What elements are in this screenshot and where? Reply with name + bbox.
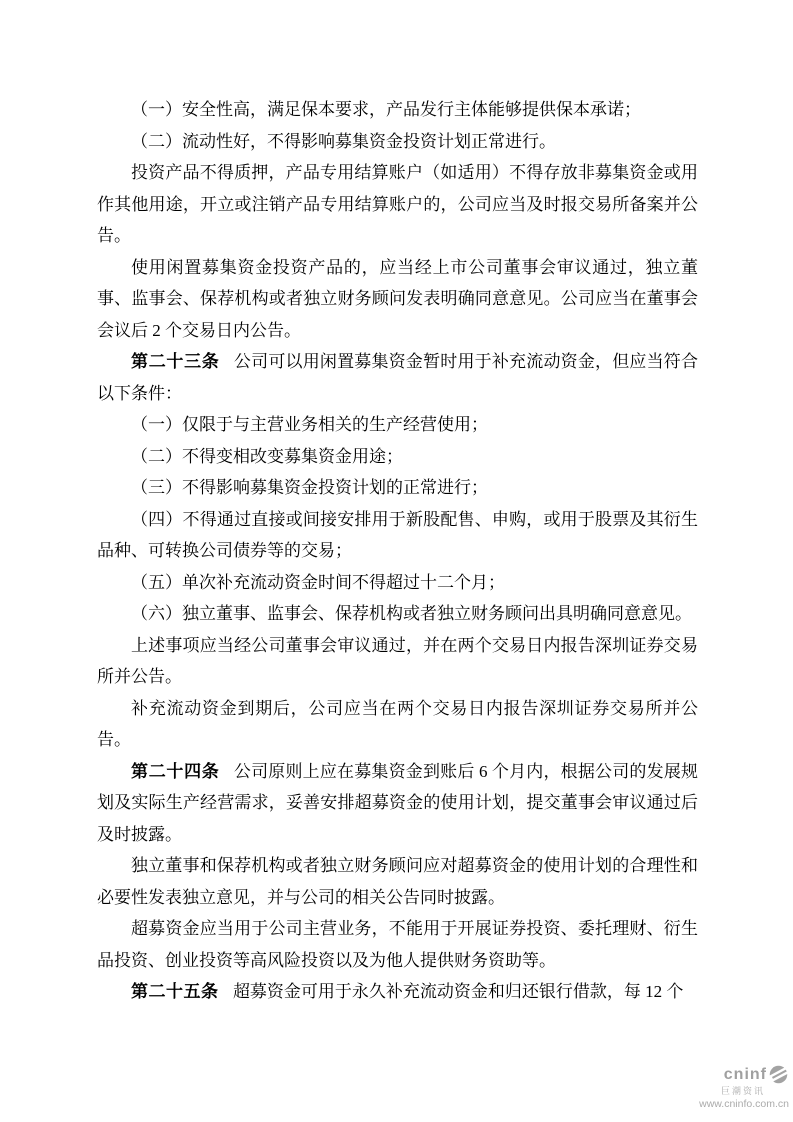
paragraph: （五）单次补充流动资金时间不得超过十二个月； <box>131 572 505 592</box>
paragraph: （一）仅限于与主营业务相关的生产经营使用； <box>131 415 488 434</box>
document-body <box>97 94 698 1008</box>
article-number: 第二十四条 <box>131 761 220 781</box>
paragraph: （三）不得影响募集资金投资计划的正常进行； <box>131 478 488 497</box>
paragraph: （二）流动性好，不得影响募集资金投资计划正常进行。 <box>131 131 556 151</box>
paragraph: （四）不得通过直接或间接安排用于新股配售、申购，或用于股票及其衍生品种、可转换公司债券等的交易； <box>97 509 698 560</box>
paragraph: 上述事项应当经公司董事会审议通过，并在两个交易日内报告深圳证券交易所并公告。 <box>97 635 698 686</box>
article-number: 第二十五条 <box>131 982 219 1001</box>
cninfo-chinese-name: 巨潮资讯 <box>720 1086 765 1096</box>
paragraph: 第二十三条 公司可以用闲置募集资金暂时用于补充流动资金，但应当符合以下条件： <box>97 352 699 403</box>
cninfo-url: www.cninfo.com.cn <box>699 1098 789 1110</box>
paragraph: 第二十五条 超募资金可用于永久补充流动资金和归还银行借款，每 12 个 <box>131 982 684 1001</box>
paragraph: （二）不得变相改变募集资金用途； <box>131 446 403 466</box>
paragraph: （一）安全性高，满足保本要求，产品发行主体能够提供保本承诺； <box>131 100 641 119</box>
cninfo-globe-icon <box>768 1064 789 1085</box>
paragraph: 补充流动资金到期后，公司应当在两个交易日内报告深圳证券交易所并公告。 <box>97 698 698 749</box>
paragraph: 使用闲置募集资金投资产品的，应当经上市公司董事会审议通过，独立董事、监事会、保荐机构或者独立财务顾问发表明确同意意见。公司应当在董事会会议后 2 个交易日内公告。 <box>97 257 698 340</box>
cninfo-logo-row <box>699 1064 789 1085</box>
cninfo-watermark <box>699 1064 789 1111</box>
paragraph: 投资产品不得质押，产品专用结算账户（如适用）不得存放非募集资金或用作其他用途，开立或注销产品专用结算账户的，公司应当及时报交易所备案并公告。 <box>97 163 698 245</box>
article-number: 第二十三条 <box>131 352 220 371</box>
paragraph: 超募资金应当用于公司主营业务，不能用于开展证券投资、委托理财、衍生品投资、创业投资等高风险投资以及为他人提供财务资助等。 <box>97 919 698 970</box>
cninfo-logo-text: cninf <box>723 1065 767 1083</box>
paragraph: 独立董事和保荐机构或者独立财务顾问应对超募资金的使用计划的合理性和必要性发表独立意见，并与公司的相关公告同时披露。 <box>97 856 698 907</box>
paragraph: 第二十四条 公司原则上应在募集资金到账后 6 个月内，根据公司的发展规划及实际生产经营需求，妥善安排超募资金的使用计划，提交董事会审议通过后及时披露。 <box>97 761 699 844</box>
paragraph: （六）独立董事、监事会、保荐机构或者独立财务顾问出具明确同意意见。 <box>131 604 692 623</box>
